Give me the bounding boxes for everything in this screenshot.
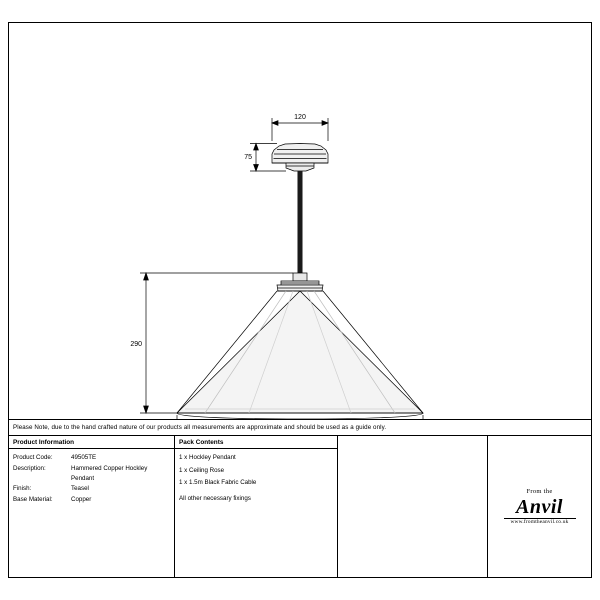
dimension-label-290: 290: [130, 341, 142, 348]
product-information-column: [9, 436, 175, 578]
blank-column: [338, 436, 488, 578]
brand-logo: [488, 436, 591, 578]
lamp-holder-shape: [277, 273, 323, 291]
base-material-value: Copper: [71, 495, 92, 503]
pack-item: 1 x Hockley Pendant: [179, 454, 236, 461]
logo-block: [504, 489, 576, 525]
pack-contents-header: Pack Contents: [175, 436, 337, 449]
dimension-120: [272, 118, 328, 141]
product-information-header: Product Information: [9, 436, 174, 449]
logo-brand-text: Anvil: [516, 495, 563, 518]
finish-value: Teasel: [71, 485, 89, 492]
product-code-label: Product Code:: [13, 454, 53, 461]
pack-item: 1 x Ceiling Rose: [179, 466, 225, 474]
base-material-row: [13, 495, 170, 505]
product-code-value: 49505TE: [71, 454, 97, 461]
pack-contents-footer: All other necessary fixings: [179, 495, 251, 502]
description-row: [13, 464, 170, 484]
drawing-sheet: [8, 22, 592, 578]
ceiling-rose-shape: [272, 144, 328, 172]
pendant-cable: [298, 171, 303, 273]
product-information-body: [9, 449, 174, 505]
info-table: [9, 436, 591, 578]
pendant-shade-shape: [177, 291, 423, 419]
description-label: Description:: [13, 464, 46, 472]
finish-label: Finish:: [13, 485, 32, 492]
measurement-note: [9, 419, 591, 436]
finish-row: [13, 484, 170, 494]
measurement-note-text: Please Note, due to the hand crafted nature of our products all measurements are approximate and should be used as a guide only.: [13, 424, 387, 431]
technical-drawing: [9, 23, 591, 419]
pack-contents-body: [175, 449, 337, 504]
dimension-label-120: 120: [294, 114, 306, 121]
dimension-label-75: 75: [244, 154, 252, 161]
pack-item: 1 x 1.5m Black Fabric Cable: [179, 479, 257, 486]
logo-from-the-text: From the: [526, 488, 553, 496]
product-code-row: [13, 453, 170, 463]
description-value: Hammered Copper Hockley Pendant: [71, 464, 148, 482]
pack-contents-column: [175, 436, 338, 578]
base-material-label: Base Material:: [13, 495, 53, 503]
logo-url-text: www.fromtheanvil.co.uk: [510, 518, 569, 525]
